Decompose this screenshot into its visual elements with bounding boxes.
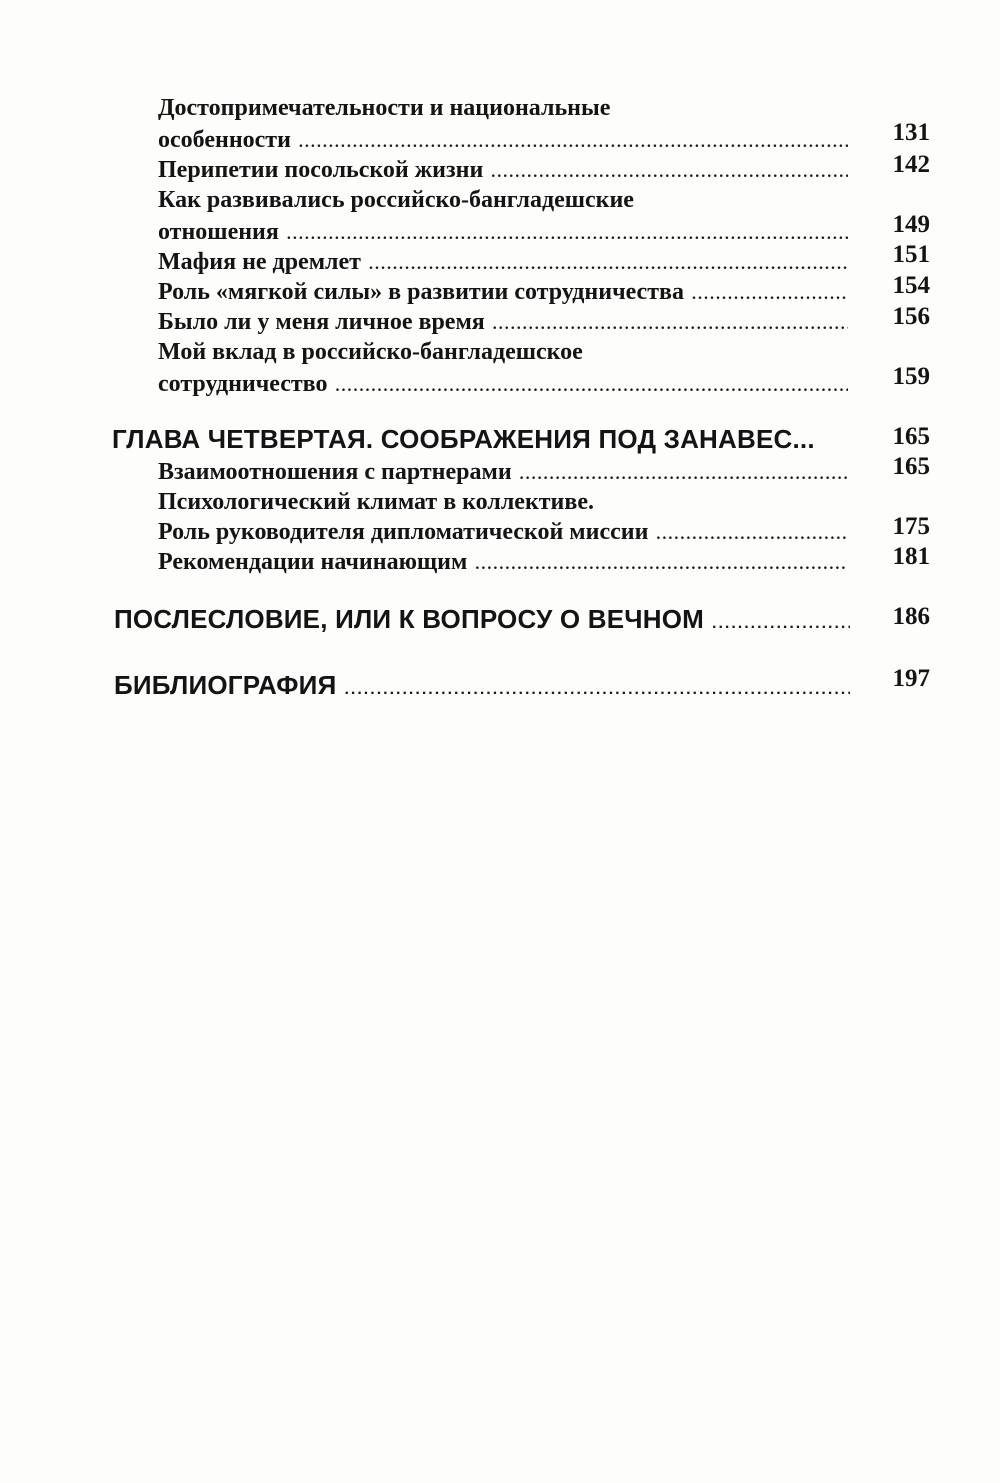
toc-entry-title-line1: Мой вклад в российско-бангладешское [158, 339, 583, 365]
page-number: 142 [892, 151, 930, 178]
leader-dots [656, 527, 848, 543]
toc-entry-title-line2: сотрудничество ..... [158, 372, 848, 396]
leader-dots [287, 227, 848, 243]
toc-entry-title-line2: особенности ..... [158, 128, 848, 152]
page-number: 154 [892, 272, 930, 299]
afterword-heading: ПОСЛЕСЛОВИЕ, ИЛИ К ВОПРОСУ О ВЕЧНОМ ..... [114, 606, 850, 632]
leader-dots [475, 557, 848, 573]
chapter-ellipsis: ... [792, 424, 815, 454]
toc-entry-title: Роль «мягкой силы» в развитии сотрудничества ..... [158, 280, 848, 304]
toc-entry-title-line1: Достопримечательности и национальные [158, 95, 611, 121]
leader-dots [491, 165, 848, 181]
leader-dots [344, 682, 850, 698]
page-number: 197 [892, 665, 930, 692]
toc-entry-title-line1: Психологический климат в коллективе. [158, 489, 594, 515]
page-number: 131 [892, 119, 930, 146]
leader-dots [712, 616, 850, 632]
bibliography-heading: БИБЛИОГРАФИЯ ..... [114, 672, 850, 698]
toc-entry-title: Взаимоотношения с партнерами ..... [158, 460, 848, 484]
page-number: 165 [892, 453, 930, 480]
page-number: 151 [892, 241, 930, 268]
page-number: 165 [892, 423, 930, 450]
page-number: 159 [892, 363, 930, 390]
leader-dots [692, 287, 848, 303]
toc-entry-title: Было ли у меня личное время ..... [158, 310, 848, 334]
page-number: 149 [892, 211, 930, 238]
leader-dots [335, 379, 848, 395]
page-number: 186 [892, 603, 930, 630]
toc-entry-title: Рекомендации начинающим ..... [158, 550, 848, 574]
leader-dots [520, 467, 848, 483]
leader-dots [493, 317, 848, 333]
leader-dots [369, 257, 848, 273]
toc-entry-title: Перипетии посольской жизни ..... [158, 158, 848, 182]
page-number: 181 [892, 543, 930, 570]
chapter-heading: ГЛАВА ЧЕТВЕРТАЯ. СООБРАЖЕНИЯ ПОД ЗАНАВЕС ... [112, 424, 815, 454]
toc-entry-title-line2: Роль руководителя дипломатической миссии ..... [158, 520, 848, 544]
toc-entry-title-line2: отношения ..... [158, 220, 848, 244]
page-number: 156 [892, 303, 930, 330]
leader-dots [299, 135, 848, 151]
page-number: 175 [892, 513, 930, 540]
toc-entry-title-line1: Как развивались российско-бангладешские [158, 187, 634, 213]
toc-entry-title: Мафия не дремлет ..... [158, 250, 848, 274]
